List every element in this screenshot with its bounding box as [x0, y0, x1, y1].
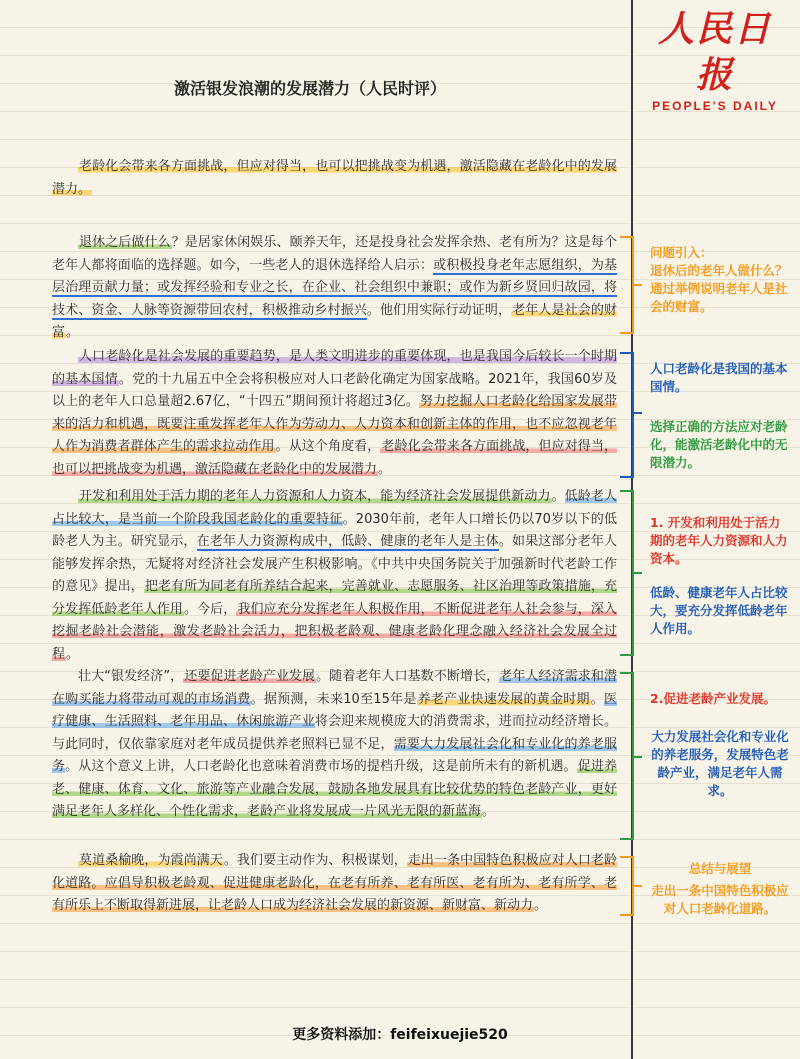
brace-tick-5: [632, 885, 642, 887]
p4-golden-period: 养老产业快速发展的黄金时期: [417, 691, 590, 707]
p5-end: 。: [534, 898, 548, 913]
p1-conclusion: 老年人是社会的财富: [52, 302, 617, 340]
p3-end: 。: [66, 646, 80, 662]
p5-text: 。我们要主动作为、积极谋划，: [223, 853, 407, 868]
paragraph-4: [52, 666, 617, 824]
p3-policy: 把老有所为同老有所养结合起来，完善就业、志愿服务、社区治理等政策措施，充分发挥低龄老年人作用: [52, 579, 617, 617]
note-elderly-service: 大力发展社会化和专业化的养老服务，发展特色老龄产业，满足老年人需求。: [651, 729, 789, 798]
paragraph-5: [52, 850, 617, 918]
note-young-elderly: 低龄、健康老年人占比较大，要充分发挥低龄老年人作用。: [650, 585, 788, 636]
p1-text: ？是居家休闲娱乐、颐养天年，还是投身社会发挥余热、老有所为？这是每个老年人都将面临的选择题。如今，一些老人的退休选择给人启示：: [52, 235, 617, 273]
peoples-daily-logo: [640, 6, 790, 113]
brace-blue-1: [620, 352, 634, 478]
intro-text: 老龄化会带来各方面挑战，但应对得当，也可以把挑战变为机遇，激活隐藏在老龄化中的发展潜力。: [52, 159, 617, 197]
p2-end: 。: [378, 461, 392, 477]
p4-integration: 促进养老、健康、体育、文化、旅游等产业融合发展，鼓励各地发展具有比较优势的特色老龄产业，更好满足老年人多样化、个性化需求，老龄产业将发展成一片风光无限的新蓝海: [52, 759, 617, 819]
p4-text: 。随着老年人口基数不断增长，: [316, 669, 500, 684]
paragraph-1: [52, 232, 617, 345]
p5-path: 走出一条中国特色积极应对人口老龄化道路。应倡导积极老龄观、促进健康老龄化，在老有所养、老有所医、老有所为、老有所学、老有所乐上不断取得新进展，让老龄人口成为经济社会发展的新资源、新财富、新动力: [52, 853, 617, 913]
note-national-condition: 人口老龄化是我国的基本国情。: [650, 361, 788, 394]
note-summary-text: 走出一条中国特色积极应对人口老龄化道路。: [651, 883, 789, 916]
note-point-1: 1. 开发和利用处于活力期的老年人力资源和人力资本。: [650, 515, 788, 566]
brace-tick-3: [632, 572, 642, 574]
p2-national-condition: 人口老龄化是社会发展的重要趋势，是人类文明进步的重要体现，也是我国今后较长一个时期的基本国情: [52, 349, 617, 387]
p3-text-3: 。如果这部分老年人能够发挥余热，无疑将对经济社会发展产生积极影响。《中共中央国务院关于加强新时代老龄工作的意见》提出，: [52, 534, 617, 594]
p2-text: 。党的十九届五中全会将积极应对人口老龄化确定为国家战略。2021年，我国60岁及以上的老年人口总量超2.67亿，“十四五”期间预计将超过3亿。: [52, 371, 617, 409]
p3-topic: 开发和利用处于活力期的老年人力资源和人力资本，能为经济社会发展提供新动力: [79, 489, 551, 504]
p3-action: 我们应充分发挥老年人积极作用，不断促进老年人社会参与，深入挖掘老龄社会潜能，激发老龄社会活力，把积极老龄观、健康老龄化理念融入经济社会发展全过程: [52, 601, 617, 662]
paragraph-2: [52, 346, 617, 481]
p5-quote: 莫道桑榆晚，为霞尚满天: [79, 853, 223, 868]
p4-industries: 医疗健康、生活照料、老年用品、休闲旅游产业: [52, 691, 617, 729]
p3-text-2: 。2030年前，老年人口增长仍以70岁以下的低龄老人为主。研究显示，: [52, 511, 617, 549]
p3-text-4: 。今后，: [183, 601, 237, 617]
note-point-2: 2.促进老龄产业发展。: [650, 691, 776, 706]
intro-paragraph: [52, 156, 617, 201]
p4-text-4: 将会迎来规模庞大的消费需求，进而拉动经济增长。与此同时，仅依靠家庭对老年成员提供养老照料已显不足，: [52, 714, 617, 752]
brace-tick-1: [632, 284, 642, 286]
p4-lead: 壮大“银发经济”，: [78, 669, 184, 684]
p4-text-2: 。据预测，未来10至15年是: [250, 691, 417, 707]
note-summary-heading: 总结与展望: [688, 861, 752, 876]
p4-topic: 还要促进老龄产业发展: [184, 669, 316, 684]
p1-question: 退休之后做什么: [79, 235, 171, 250]
p3-subject: 在老年人力资源构成中，低龄、健康的老年人是主体: [196, 534, 499, 549]
p4-end: 。: [482, 804, 496, 819]
logo-english: PEOPLE'S DAILY: [652, 99, 778, 113]
note-question-intro: 问题引入： 退休后的老年人做什么？ 通过举例说明老年人是社会的财富。: [650, 245, 788, 314]
p4-service: 需要大力发展社会化和专业化的养老服务: [52, 736, 617, 774]
p4-text-3: 。: [590, 691, 604, 707]
p2-potential: 老龄化会带来各方面挑战，但应对得当，也可以把挑战变为机遇，激活隐藏在老龄化中的发展潜力: [52, 439, 617, 477]
brace-tick-4: [632, 756, 642, 758]
p4-demand: 老年人经济需求和潜在购买能力将带动可观的市场消费: [52, 669, 617, 707]
note-correct-method: 选择正确的方法应对老龄化，能激活老龄化中的无限潜力。: [650, 419, 788, 470]
p2-vitality: 努力挖掘人口老龄化给国家发展带来的活力和机遇，既要注重发挥老年人作为劳动力、人力资本和创新主体的作用，也不应忽视老年人作为消费者群体产生的需求拉动作用: [52, 394, 617, 454]
p2-text-2: 。从这个角度看，: [275, 439, 381, 454]
p4-text-5: 。从这个意义上讲，人口老龄化也意味着消费市场的提档升级，这是前所未有的新机遇。: [65, 759, 577, 774]
p1-examples: 或积极投身老年志愿组织，为基层治理贡献力量；或发挥经验和专业之长，在企业、社会组织中兼职；或作为新乡贤回归故园，将技术、资金、人脉等资源带回农村，积极推动乡村振兴: [52, 257, 617, 318]
p3-feature: 低龄老人占比较大，是当前一个阶段我国老龄化的重要特征: [52, 489, 617, 527]
p1-end: 。: [66, 325, 80, 340]
p3-text: 。: [551, 489, 565, 504]
brace-tick-2: [632, 412, 642, 414]
paragraph-3: [52, 486, 617, 666]
p1-text-2: 。他们用实际行动证明，: [366, 302, 512, 318]
footer-contact: 更多资料添加：feifeixuejie520: [292, 1027, 508, 1043]
logo-chinese: 人民日报: [657, 8, 772, 96]
article-title: 激活银发浪潮的发展潜力（人民时评）: [173, 79, 446, 98]
